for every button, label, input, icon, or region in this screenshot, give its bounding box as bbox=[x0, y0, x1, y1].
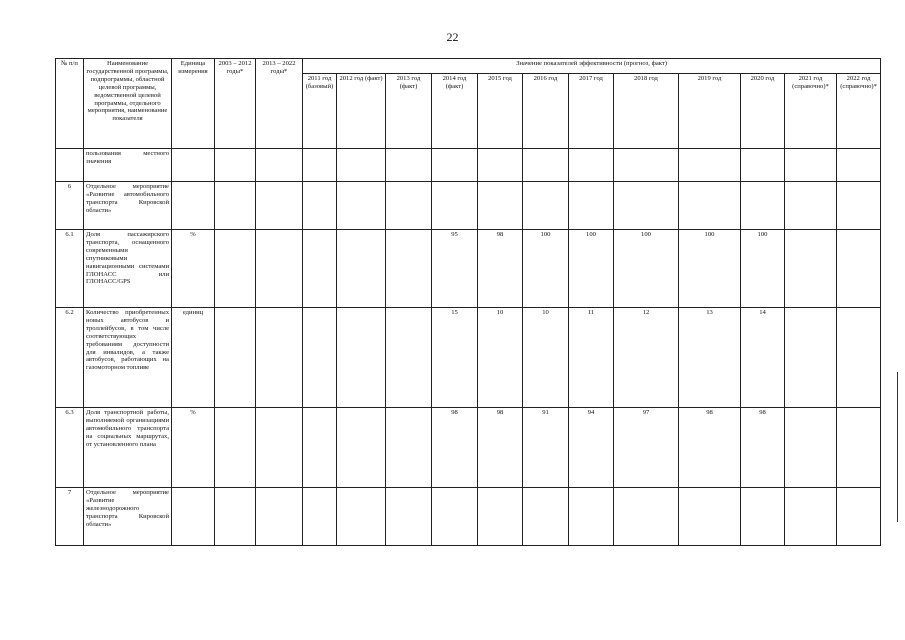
value-cell bbox=[386, 182, 432, 230]
row-unit: % bbox=[172, 230, 215, 308]
value-cell bbox=[614, 149, 679, 182]
value-cell: 14 bbox=[741, 308, 785, 408]
value-cell bbox=[837, 408, 881, 488]
table-row bbox=[56, 182, 881, 230]
row-unit bbox=[172, 149, 215, 182]
table-row bbox=[56, 488, 881, 546]
cell-2013-2022 bbox=[256, 182, 303, 230]
value-cell: 95 bbox=[432, 230, 478, 308]
header-2013-2022: 2013 – 2022 годы* bbox=[256, 59, 303, 149]
row-name: Доля пассажирского транспорта, оснащенного современными спутниковыми навигационными системами ГЛОНАСС или ГЛОНАСС/GPS bbox=[84, 230, 172, 308]
value-cell bbox=[386, 149, 432, 182]
value-cell bbox=[337, 408, 386, 488]
header-num: № п/п bbox=[56, 59, 84, 149]
value-cell: 98 bbox=[478, 230, 523, 308]
header-unit: Единица измерения bbox=[172, 59, 215, 149]
row-unit bbox=[172, 488, 215, 546]
value-cell bbox=[569, 488, 614, 546]
value-cell bbox=[303, 230, 337, 308]
value-cell bbox=[837, 182, 881, 230]
table-row bbox=[56, 149, 881, 182]
row-unit: единиц bbox=[172, 308, 215, 408]
row-name: Отдельное мероприятие «Развитие автомобильного транспорта Кировской области» bbox=[84, 182, 172, 230]
cell-2003-2012 bbox=[215, 230, 256, 308]
table-row bbox=[56, 230, 881, 308]
header-year: 2015 год bbox=[478, 74, 523, 149]
row-name: Количество приобретенных новых автобусов и троллейбусов, в том числе соответствующих требованиям доступности для инвалидов, а также автобусов, работающих на газомоторном топливе bbox=[84, 308, 172, 408]
header-year: 2011 год (базовый) bbox=[303, 74, 337, 149]
header-year: 2021 год (справочно)* bbox=[785, 74, 837, 149]
table-row bbox=[56, 308, 881, 408]
row-name: Отдельное мероприятие «Развитие железнодорожного транспорта Кировской области» bbox=[84, 488, 172, 546]
value-cell bbox=[303, 308, 337, 408]
value-cell bbox=[303, 149, 337, 182]
value-cell: 98 bbox=[478, 408, 523, 488]
value-cell bbox=[785, 488, 837, 546]
header-year: 2017 год bbox=[569, 74, 614, 149]
cell-2013-2022 bbox=[256, 488, 303, 546]
table-body bbox=[56, 149, 881, 546]
row-name: Доля транспортной работы, выполняемой организациями автомобильного транспорта на социальных маршрутах, от установленного плана bbox=[84, 408, 172, 488]
value-cell bbox=[478, 149, 523, 182]
header-year: 2012 год (факт) bbox=[337, 74, 386, 149]
header-2003-2012: 2003 – 2012 годы* bbox=[215, 59, 256, 149]
header-year: 2020 год bbox=[741, 74, 785, 149]
cell-2013-2022 bbox=[256, 149, 303, 182]
value-cell bbox=[837, 230, 881, 308]
value-cell: 100 bbox=[614, 230, 679, 308]
value-cell bbox=[837, 308, 881, 408]
value-cell bbox=[386, 488, 432, 546]
header-year: 2019 год bbox=[679, 74, 741, 149]
cell-2013-2022 bbox=[256, 308, 303, 408]
value-cell: 100 bbox=[569, 230, 614, 308]
value-cell: 10 bbox=[478, 308, 523, 408]
value-cell: 100 bbox=[523, 230, 569, 308]
header-year: 2014 год (факт) bbox=[432, 74, 478, 149]
row-number: 6.3 bbox=[56, 408, 84, 488]
value-cell: 12 bbox=[614, 308, 679, 408]
row-number: 6.2 bbox=[56, 308, 84, 408]
value-cell bbox=[679, 488, 741, 546]
value-cell bbox=[837, 488, 881, 546]
row-unit bbox=[172, 182, 215, 230]
header-name: Наименование государственной программы, подпрограммы, областной целевой программы, ведомственной целевой программы, отдельного мероприятия, наименование показателя bbox=[84, 59, 172, 149]
value-cell bbox=[337, 488, 386, 546]
value-cell bbox=[337, 182, 386, 230]
value-cell: 100 bbox=[679, 230, 741, 308]
value-cell: 91 bbox=[523, 408, 569, 488]
value-cell bbox=[679, 149, 741, 182]
value-cell bbox=[432, 488, 478, 546]
value-cell bbox=[679, 182, 741, 230]
indicators-table bbox=[55, 58, 881, 546]
row-number: 6.1 bbox=[56, 230, 84, 308]
value-cell bbox=[337, 308, 386, 408]
row-number: 7 bbox=[56, 488, 84, 546]
value-cell: 13 bbox=[679, 308, 741, 408]
value-cell bbox=[837, 149, 881, 182]
value-cell: 97 bbox=[614, 408, 679, 488]
value-cell bbox=[386, 230, 432, 308]
page-number: 22 bbox=[446, 30, 459, 44]
value-cell bbox=[741, 182, 785, 230]
row-unit: % bbox=[172, 408, 215, 488]
value-cell: 94 bbox=[569, 408, 614, 488]
value-cell bbox=[785, 182, 837, 230]
value-cell bbox=[614, 182, 679, 230]
value-cell bbox=[785, 230, 837, 308]
value-cell bbox=[785, 408, 837, 488]
cell-2003-2012 bbox=[215, 488, 256, 546]
cell-2003-2012 bbox=[215, 408, 256, 488]
cell-2003-2012 bbox=[215, 182, 256, 230]
value-cell: 100 bbox=[741, 230, 785, 308]
row-name: пользования местного значения bbox=[84, 149, 172, 182]
cell-2013-2022 bbox=[256, 408, 303, 488]
value-cell bbox=[741, 488, 785, 546]
value-cell: 98 bbox=[679, 408, 741, 488]
value-cell bbox=[523, 149, 569, 182]
value-cell bbox=[569, 182, 614, 230]
scan-edge-line bbox=[897, 372, 898, 522]
row-number bbox=[56, 149, 84, 182]
value-cell bbox=[303, 408, 337, 488]
header-row-top bbox=[56, 59, 881, 74]
value-cell: 10 bbox=[523, 308, 569, 408]
header-year: 2018 год bbox=[614, 74, 679, 149]
header-year: 2016 год bbox=[523, 74, 569, 149]
value-cell bbox=[337, 149, 386, 182]
value-cell: 11 bbox=[569, 308, 614, 408]
value-cell bbox=[785, 149, 837, 182]
value-cell bbox=[303, 488, 337, 546]
value-cell bbox=[523, 182, 569, 230]
value-cell bbox=[478, 182, 523, 230]
cell-2003-2012 bbox=[215, 308, 256, 408]
value-cell bbox=[614, 488, 679, 546]
value-cell bbox=[523, 488, 569, 546]
value-cell bbox=[569, 149, 614, 182]
value-cell bbox=[337, 230, 386, 308]
value-cell bbox=[478, 488, 523, 546]
value-cell bbox=[386, 308, 432, 408]
value-cell bbox=[303, 182, 337, 230]
header-year: 2013 год (факт) bbox=[386, 74, 432, 149]
value-cell bbox=[785, 308, 837, 408]
cell-2013-2022 bbox=[256, 230, 303, 308]
value-cell: 98 bbox=[741, 408, 785, 488]
header-year: 2022 год (справочно)* bbox=[837, 74, 881, 149]
value-cell bbox=[386, 408, 432, 488]
value-cell bbox=[432, 149, 478, 182]
row-number: 6 bbox=[56, 182, 84, 230]
value-cell: 98 bbox=[432, 408, 478, 488]
table-row bbox=[56, 408, 881, 488]
value-cell: 15 bbox=[432, 308, 478, 408]
header-indicator-values: Значение показателей эффективности (прогноз, факт) bbox=[303, 59, 881, 74]
cell-2003-2012 bbox=[215, 149, 256, 182]
value-cell bbox=[432, 182, 478, 230]
value-cell bbox=[741, 149, 785, 182]
